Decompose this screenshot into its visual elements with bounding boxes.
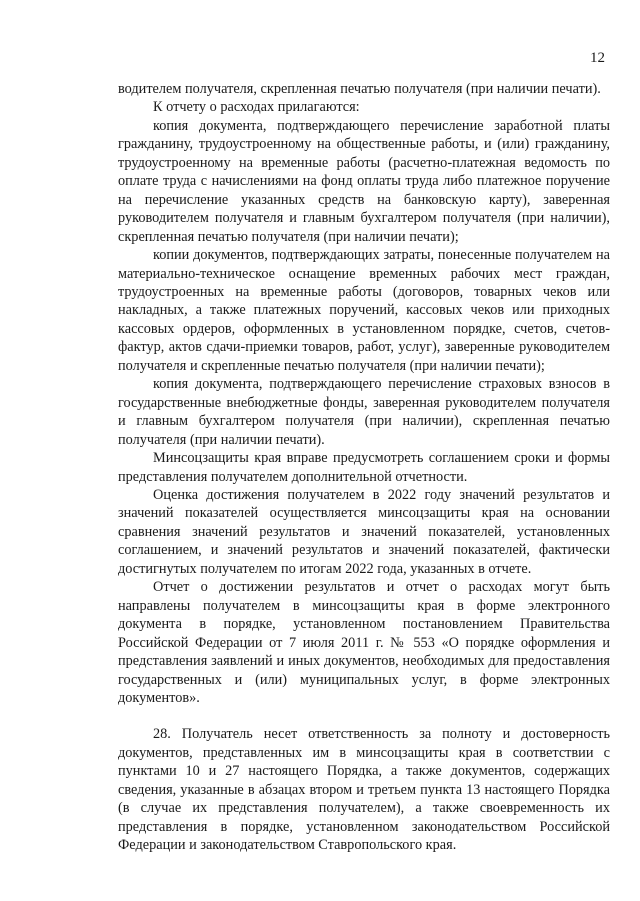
- paragraph-additional-reporting: Минсоцзащиты края вправе предусмотреть соглашением сроки и формы представления получателем дополнительной отчетности.: [118, 450, 610, 485]
- paragraph-section-28: 28. Получатель несет ответственность за полноту и достоверность документов, представленных им в минсоцзащиты края в соответствии с пунктами 10 и 27 настоящего Порядка, а также документов, содержащих сведения, указанные в абзацах втором и третьем пункта 13 настоящего Порядка (в случае их представления получателем), а также своевременность их представления в порядке, установленном законодательством Российской Федерации и законодательством Ставропольского края.: [118, 726, 610, 854]
- paragraph-results-evaluation: Оценка достижения получателем в 2022 году значений результатов и значений показателей осуществляется минсоцзащиты края на основании сравнения значений результатов и значений показателей, установленных соглашением, и значений результатов и значений показателей, фактически достигнутых получателем по итогам 2022 года, указанных в отчете.: [118, 486, 610, 577]
- paragraph-report-attachments-intro: К отчету о расходах прилагаются:: [153, 99, 360, 116]
- paragraph-equipment-costs-copies: копии документов, подтверждающих затраты, понесенные получателем на материально-техническое оснащение временных рабочих мест граждан, трудоустроенных на временные работы (договоров, товарных чеков или накладных, а также платежных поручений, кассовых чеков или приходных кассовых ордеров, оформленных в установленном порядке, счетов, счетов-фактур, актов сдачи-приемки товаров, работ, услуг), заверенные руководителем получателя и скрепленные печатью получателя (при наличии печати);: [118, 247, 610, 374]
- paragraph-salary-transfer-copy: копия документа, подтверждающего перечисление заработной платы гражданину, трудоустроенному на общественные работы, и (или) гражданину, трудоустроенному на временные работы (расчетно-платежная ведомость по оплате труда с начислениями на фонд оплаты труда либо платежное поручение на перечисление указанных средств на банковскую карту), заверенная руководителем получателя и главным бухгалтером получателя (при наличии), скрепленная печатью получателя (при наличии печати);: [118, 117, 610, 245]
- page-number: 12: [590, 50, 605, 66]
- paragraph-electronic-submission: Отчет о достижении результатов и отчет о расходах могут быть направлены получателем в минсоцзащиты края в форме электронного документа в порядке, установленном постановлением Правительства Российской Федерации от 7 июля 2011 г. № 553 «О порядке оформления и представления заявлений и иных документов, необходимых для предоставления государственных и (или) муниципальных услуг, в форме электронных документов».: [118, 579, 610, 706]
- paragraph-continuation: водителем получателя, скрепленная печатью получателя (при наличии печати).: [118, 81, 601, 97]
- paragraph-insurance-contributions-copy: копия документа, подтверждающего перечисление страховых взносов в государственные внебюджетные фонды, заверенная руководителем получателя и главным бухгалтером получателя (при наличии), скрепленная печатью получателя (при наличии печати).: [118, 376, 610, 448]
- document-body: [118, 80, 610, 855]
